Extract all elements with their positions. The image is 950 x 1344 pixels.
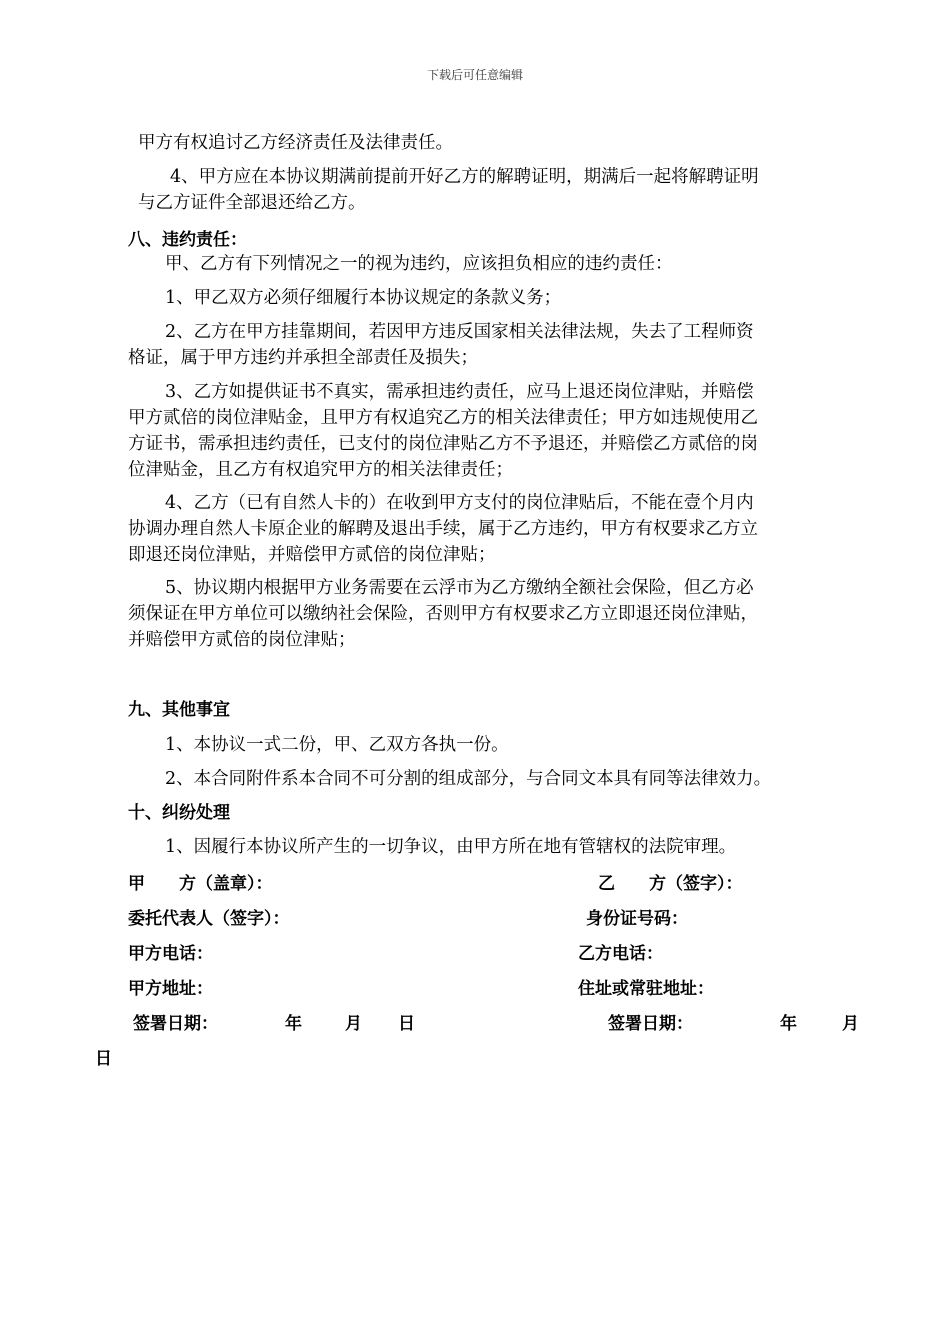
paragraph-line: 2、本合同附件系本合同不可分割的组成部分，与合同文本具有同等法律效力。 [165, 769, 772, 789]
paragraph-line: 5、协议期内根据甲方业务需要在云浮市为乙方缴纳全额社会保险，但乙方必 [165, 578, 754, 598]
paragraph-line: 格证，属于甲方违约并承担全部责任及损失； [128, 348, 478, 368]
party-a-date-label: 签署日期： [133, 1014, 218, 1034]
party-b-date-month: 月 [842, 1014, 859, 1034]
paragraph-line: 并赔偿甲方贰倍的岗位津贴； [128, 630, 356, 650]
paragraph-line: 2、乙方在甲方挂靠期间，若因甲方违反国家相关法律法规，失去了工程师资 [165, 322, 754, 342]
page-header-watermark: 下载后可任意编辑 [426, 68, 523, 82]
party-b-date-label: 签署日期： [608, 1014, 693, 1034]
section-heading: 九、其他事宜 [128, 700, 230, 720]
party-a-seal-label: 甲 方（盖章）： [128, 874, 273, 894]
paragraph-line: 方证书，需承担违约责任，已支付的岗位津贴乙方不予退还，并赔偿乙方贰倍的岗 [128, 434, 758, 454]
id-number-label: 身份证号码： [586, 909, 688, 929]
paragraph-line: 位津贴金，且乙方有权追究甲方的相关法律责任； [128, 460, 513, 480]
party-a-address-label: 甲方地址： [128, 979, 213, 999]
party-a-date-month: 月 [345, 1014, 362, 1034]
party-a-date-year: 年 [285, 1014, 302, 1034]
party-a-date-day: 日 [398, 1014, 415, 1034]
paragraph-line: 即退还岗位津贴，并赔偿甲方贰倍的岗位津贴； [128, 545, 496, 565]
paragraph-line: 3、乙方如提供证书不真实，需承担违约责任，应马上退还岗位津贴，并赔偿 [165, 382, 754, 402]
paragraph-line: 甲方贰倍的岗位津贴金，且甲方有权追究乙方的相关法律责任；甲方如违规使用乙 [128, 408, 758, 428]
party-b-address-label: 住址或常驻地址： [578, 979, 714, 999]
party-b-date-day: 日 [95, 1049, 112, 1069]
party-b-phone-label: 乙方电话： [578, 944, 663, 964]
paragraph-line: 甲方有权追讨乙方经济责任及法律责任。 [138, 133, 453, 153]
paragraph-line: 1、甲乙双方必须仔细履行本协议规定的条款义务； [165, 288, 562, 308]
paragraph-line: 4、甲方应在本协议期满前提前开好乙方的解聘证明，期满后一起将解聘证明 [170, 167, 759, 187]
party-b-date-year: 年 [780, 1014, 797, 1034]
paragraph-line: 甲、乙方有下列情况之一的视为违约，应该担负相应的违约责任： [165, 254, 673, 274]
paragraph-line: 1、因履行本协议所产生的一切争议，由甲方所在地有管辖权的法院审理。 [165, 837, 737, 857]
paragraph-line: 4、乙方（已有自然人卡的）在收到甲方支付的岗位津贴后，不能在壹个月内 [165, 493, 754, 513]
paragraph-line: 与乙方证件全部退还给乙方。 [138, 193, 366, 213]
party-b-sign-label: 乙 方（签字）： [598, 874, 743, 894]
paragraph-line: 协调办理自然人卡原企业的解聘及退出手续，属于乙方违约，甲方有权要求乙方立 [128, 519, 758, 539]
section-heading: 十、纠纷处理 [128, 803, 230, 823]
paragraph-line: 1、本协议一式二份，甲、乙双方各执一份。 [165, 735, 509, 755]
delegate-sign-label: 委托代表人（签字）： [128, 909, 290, 929]
section-heading: 八、违约责任： [128, 230, 247, 250]
paragraph-line: 须保证在甲方单位可以缴纳社会保险，否则甲方有权要求乙方立即退还岗位津贴， [128, 604, 758, 624]
party-a-phone-label: 甲方电话： [128, 944, 213, 964]
